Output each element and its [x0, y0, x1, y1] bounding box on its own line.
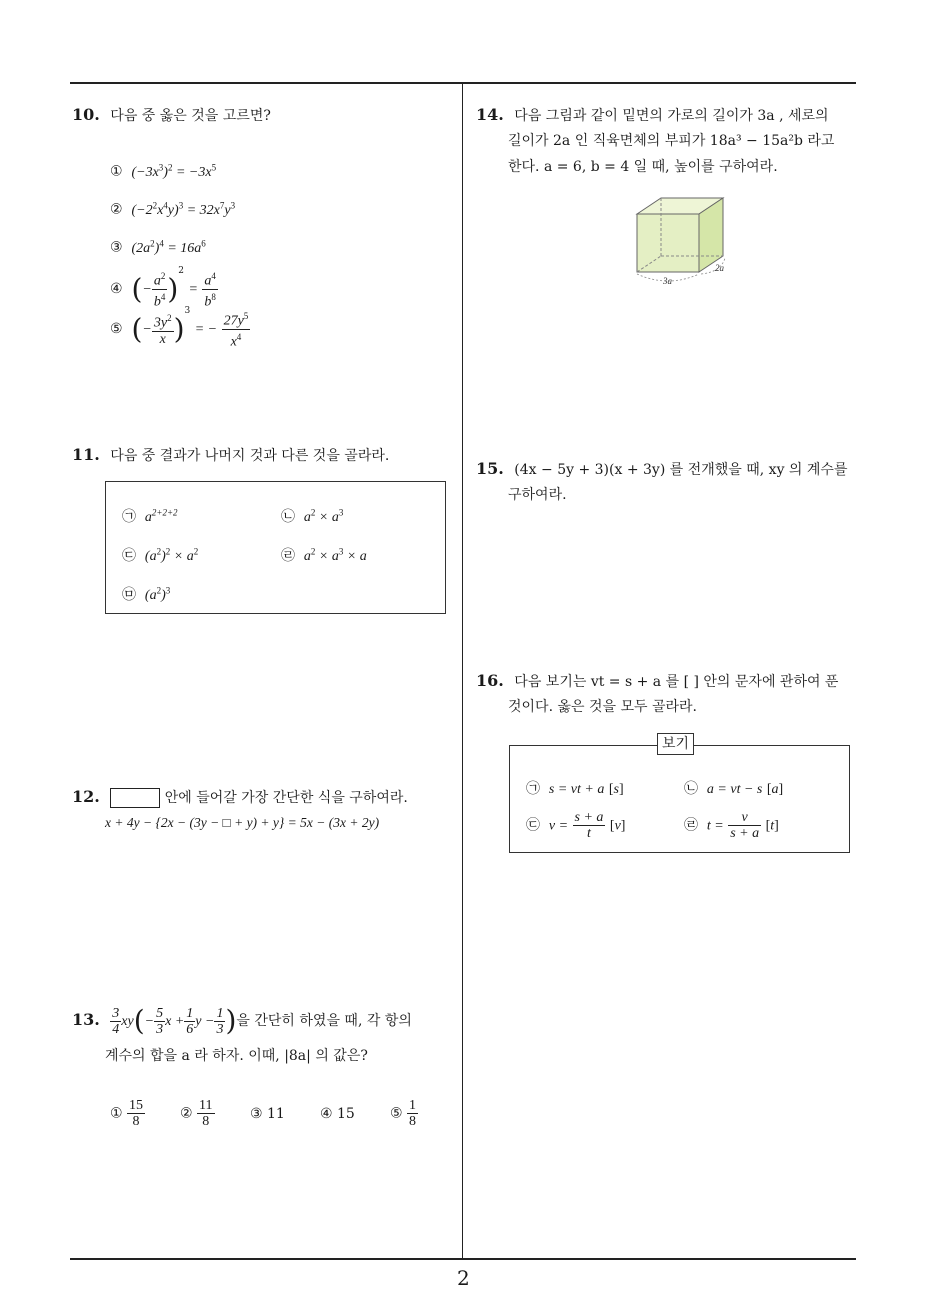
question-14-line2: 길이가 2a 인 직육면체의 부피가 18a³ − 15a²b 라고 [508, 133, 835, 149]
question-13-line2: 계수의 합을 a 라 하자. 이때, |8a| 의 값은? [105, 1048, 368, 1064]
question-text: 다음 중 결과가 나머지 것과 다른 것을 골라라. [110, 448, 390, 464]
question-12-equation: x + 4y − {2x − (3y − □ + y) + y} = 5x − (3x + 2y) [105, 815, 380, 830]
question-11 [72, 442, 389, 469]
cuboid-figure [625, 192, 755, 292]
label-depth: 2a [715, 263, 724, 273]
question-10 [72, 102, 271, 129]
option-11-e[interactable]: ㉤ $(a^2)^3$ [122, 585, 171, 603]
question-15 [476, 456, 847, 483]
question-text: 다음 중 옳은 것을 고르면? [110, 108, 271, 124]
question-number: 16. [476, 671, 504, 690]
question-number: 15. [476, 459, 504, 478]
choice-10-2[interactable]: ② $(-2^2x^4y)^3 = 32x^7y^3$ [110, 200, 236, 218]
option-16-d[interactable]: ㉣ t = $\frac{v}{s + a}$ [t] [684, 810, 779, 841]
question-number: 13. [72, 1010, 100, 1029]
question-number: 12. [72, 787, 100, 806]
top-rule [70, 82, 856, 84]
question-13: 13. $\frac{3}{4}$ xy(− $\frac{5}{3}$ x + $\frac{1}{6}$ y − $\frac{1}{3}$ )을 간단히 하였을 때, 각 항의 [72, 1004, 412, 1037]
option-11-d[interactable]: ㉣ $a^2 \times a^3 \times a$ [281, 546, 367, 564]
question-16 [476, 668, 838, 695]
question-number: 10. [72, 105, 100, 124]
question-number: 11. [72, 445, 100, 464]
choice-13-1[interactable]: ① $\frac{15}{8}$ [110, 1098, 144, 1129]
choice-10-1[interactable]: ① $(-3x^3)^2 = -3x^5$ [110, 162, 217, 180]
question-text-line1: 다음 보기는 vt = s + a 를 [ ] 안의 문자에 관하여 푼 [514, 674, 839, 690]
option-16-a[interactable]: ㉠ s = vt + a [s] [526, 781, 624, 797]
question-14-line3: 한다. a = 6, b = 4 일 때, 높이를 구하여라. [508, 159, 778, 175]
option-16-b[interactable]: ㉡ a = vt − s [a] [684, 781, 784, 797]
question-15-line2: 구하여라. [508, 487, 567, 503]
example-box-title: 보기 [657, 733, 694, 755]
label-width: 3a [663, 276, 672, 286]
question-number: 14. [476, 105, 504, 124]
option-11-c[interactable]: ㉢ $(a^2)^2 \times a^2$ [122, 546, 199, 564]
bottom-rule [70, 1258, 856, 1260]
question-text: 을 간단히 하였을 때, 각 항의 [236, 1013, 412, 1029]
choice-13-2[interactable]: ② $\frac{11}{8}$ [180, 1098, 213, 1129]
choice-10-4[interactable]: ④ (− $\frac{a^2}{b^4}$ )$^2$ = $\frac{a^4}{b^8}$ [110, 266, 216, 310]
question-text: 안에 들어갈 가장 간단한 식을 구하여라. [164, 790, 408, 806]
option-16-c[interactable]: ㉢ v = $\frac{s + a}{t}$ [v] [526, 810, 626, 841]
question-16-line2: 것이다. 옳은 것을 모두 골라라. [508, 699, 697, 715]
choice-13-5[interactable]: ⑤ $\frac{1}{8}$ [390, 1098, 417, 1129]
answer-blank-box [110, 788, 160, 808]
choice-10-5[interactable]: ⑤ (− $\frac{3y^2}{x}$ )$^3$ = − $\frac{27y^5}{x^4}$ [110, 306, 249, 350]
question-12 [72, 784, 408, 811]
column-divider [462, 82, 463, 1259]
page-number: 2 [457, 1266, 470, 1290]
question-14 [476, 102, 829, 129]
option-11-a[interactable]: ㉠ $a^{2+2+2}$ [122, 507, 178, 525]
question-text-line1: (4x − 5y + 3)(x + 3y) 를 전개했을 때, xy 의 계수를 [514, 462, 848, 478]
choice-10-3[interactable]: ③ $(2a^2)^4 = 16a^6$ [110, 238, 206, 256]
option-11-b[interactable]: ㉡ $a^2 \times a^3$ [281, 507, 344, 525]
choice-13-3[interactable]: ③ 11 [250, 1106, 285, 1122]
question-text-line1: 다음 그림과 같이 밑면의 가로의 길이가 3a , 세로의 [514, 108, 829, 124]
choice-13-4[interactable]: ④ 15 [320, 1106, 355, 1122]
